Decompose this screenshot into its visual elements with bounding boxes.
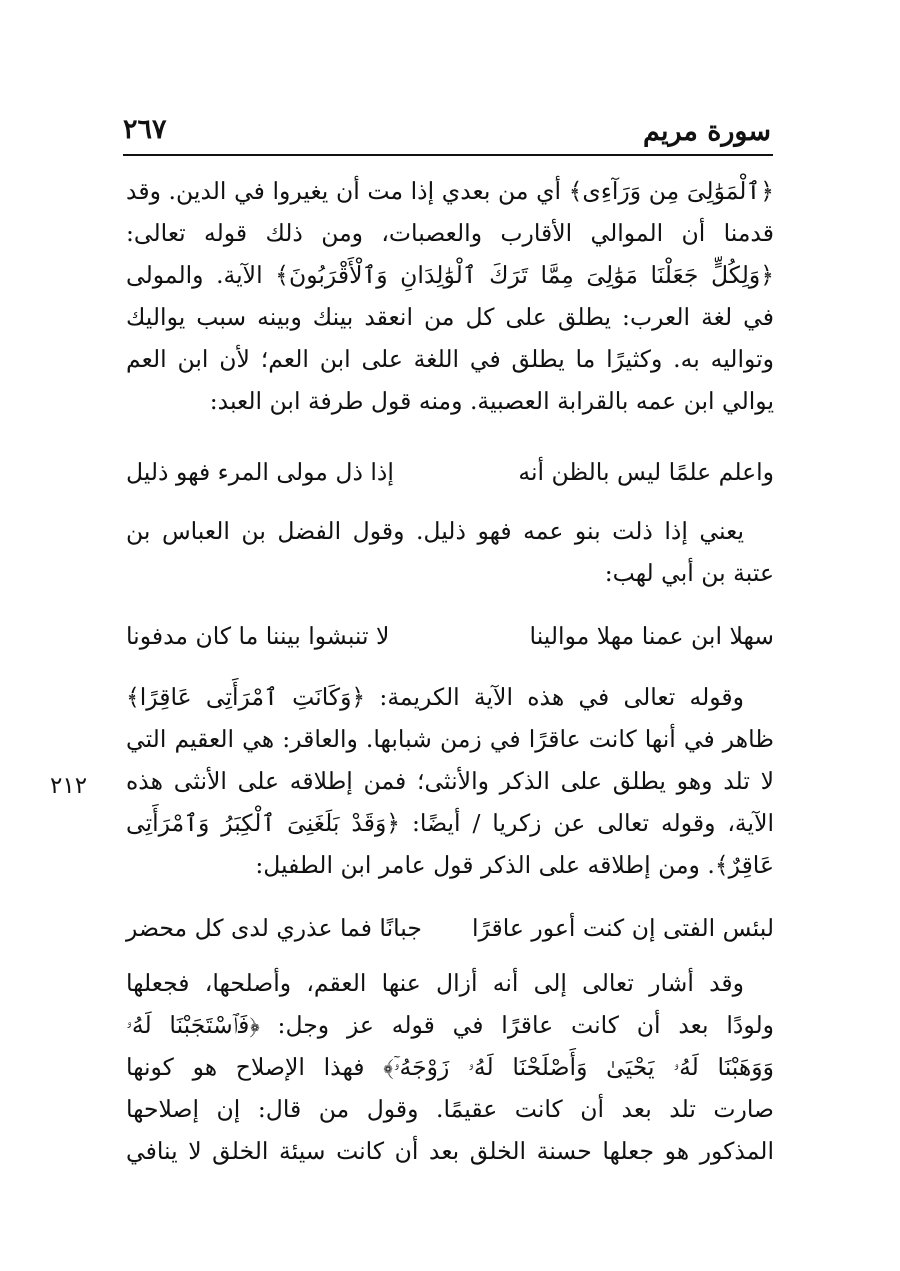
text-line: وقوله تعالى في هذه الآية الكريمة: ﴿وَكَانَتِ ٱمْرَأَتِى عَاقِرًا﴾	[126, 683, 744, 711]
text-line: عتبة بن أبي لهب:	[604, 559, 774, 587]
verse-second-hemistich: جبانًا فما عذري لدى كل محضر	[126, 914, 422, 942]
verse-second-hemistich: لا تنبشوا بيننا ما كان مدفونا	[126, 622, 390, 650]
page-number: ٢٦٧	[123, 114, 167, 145]
verse-first-hemistich: سهلا ابن عمنا مهلا موالينا	[529, 622, 774, 650]
text-line: ولودًا بعد أن كانت عاقرًا في قوله عز وجل: ﴿فَٱسْتَجَبْنَا لَهُۥ	[126, 1011, 774, 1039]
verse-first-hemistich: لبئس الفتى إن كنت أعور عاقرًا	[471, 914, 774, 942]
page-body	[126, 170, 774, 1172]
verse-first-hemistich: واعلم علمًا ليس بالظن أنه	[518, 458, 774, 486]
text-line: عَاقِرٌ﴾. ومن إطلاقه على الذكر قول عامر ابن الطفيل:	[255, 851, 774, 879]
sura-title: سورة مريم	[643, 116, 771, 147]
text-line: ﴿ٱلْمَوَٰلِىَ مِن وَرَآءِى﴾ أي من بعدي إذا مت أن يغيروا في الدين. وقد	[126, 177, 774, 205]
text-line: صارت تلد بعد أن كانت عقيمًا. وقول من قال: إن إصلاحها	[126, 1095, 774, 1123]
text-line: يعني إذا ذلت بنو عمه فهو ذليل. وقول الفضل بن العباس بن	[126, 517, 744, 545]
text-line: المذكور هو جعلها حسنة الخلق بعد أن كانت سيئة الخلق لا ينافي	[126, 1137, 774, 1165]
poetry-verse	[126, 444, 774, 500]
text-line: في لغة العرب: يطلق على كل من انعقد بينك وبينه سبب يواليك	[126, 303, 774, 331]
page-header	[123, 108, 773, 156]
text-line: ظاهر في أنها كانت عاقرًا في زمن شبابها. والعاقر: هي العقيم التي	[126, 725, 774, 753]
text-line: لا تلد وهو يطلق على الذكر والأنثى؛ فمن إطلاقه على الأنثى هذه	[126, 767, 774, 795]
poetry-verse	[126, 608, 774, 664]
text-line: وقد أشار تعالى إلى أنه أزال عنها العقم، وأصلحها، فجعلها	[126, 969, 744, 997]
text-line: وتواليه به. وكثيرًا ما يطلق في اللغة على ابن العم؛ لأن ابن العم	[126, 345, 774, 373]
text-line: يوالي ابن عمه بالقرابة العصبية. ومنه قول طرفة ابن العبد:	[209, 387, 774, 415]
text-line: الآية، وقوله تعالى عن زكريا / أيضًا: ﴿وَقَدْ بَلَغَنِىَ ٱلْكِبَرُ وَٱمْرَأَتِى	[126, 809, 774, 837]
margin-reference: ٢١٢	[50, 773, 88, 799]
poetry-verse	[126, 900, 774, 956]
text-line: ﴿وَلِكُلٍّ جَعَلْنَا مَوَٰلِىَ مِمَّا تَرَكَ ٱلْوَٰلِدَانِ وَٱلْأَقْرَبُونَ﴾ الآية. والمولى	[126, 261, 774, 289]
text-line: وَوَهَبْنَا لَهُۥ يَحْيَىٰ وَأَصْلَحْنَا لَهُۥ زَوْجَهُۥٓ﴾ فهذا الإصلاح هو كونها	[126, 1053, 774, 1081]
text-line: قدمنا أن الموالي الأقارب والعصبات، ومن ذلك قوله تعالى:	[126, 219, 774, 247]
verse-second-hemistich: إذا ذل مولى المرء فهو ذليل	[126, 458, 394, 486]
